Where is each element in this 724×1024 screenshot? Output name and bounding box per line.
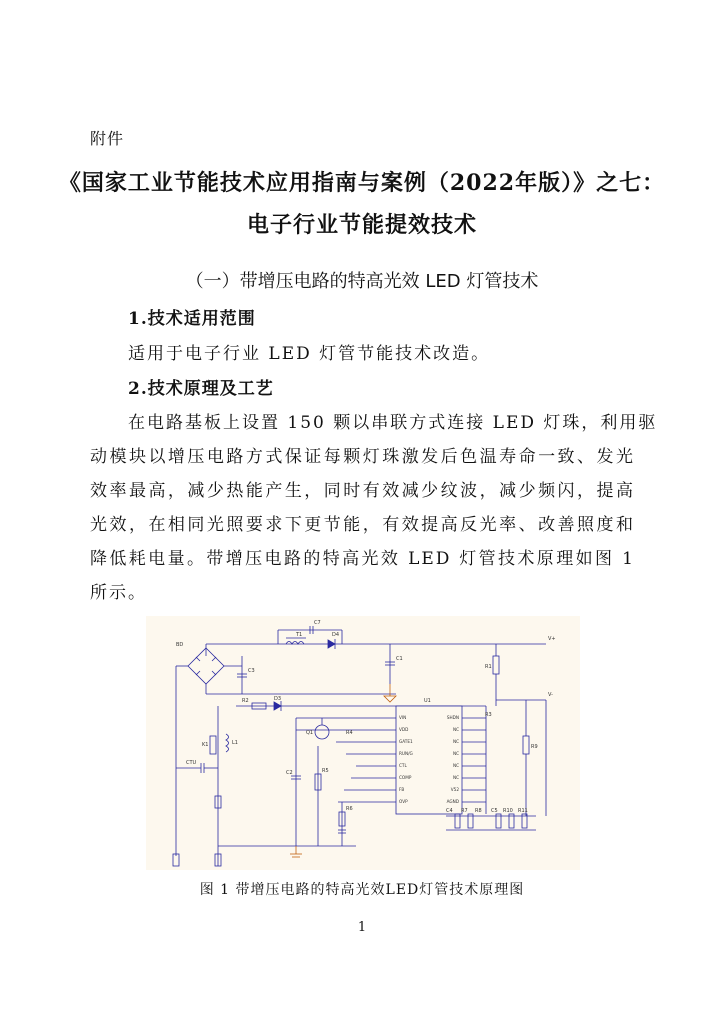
section-title: （一）带增压电路的特高光效 LED 灯管技术 bbox=[185, 271, 539, 292]
chip-pin-label: OVP bbox=[399, 799, 408, 804]
label-chip: U1 bbox=[424, 698, 431, 704]
chip-pin-label: GATE1 bbox=[399, 739, 413, 744]
annex-label: 附件 bbox=[90, 129, 125, 148]
label-vplus: V+ bbox=[548, 636, 556, 642]
label-r-side: R9 bbox=[531, 744, 538, 750]
label-r8: R8 bbox=[475, 808, 482, 814]
document-title-line2: 电子行业节能提效技术 bbox=[246, 212, 477, 238]
label-r2: R2 bbox=[242, 698, 249, 704]
label-r7: R7 bbox=[461, 808, 468, 814]
label-q1: Q1 bbox=[306, 730, 314, 736]
chip-pin-label: NC bbox=[452, 727, 459, 732]
paragraph-line: 效率最高，减少热能产生，同时有效减少纹波，减少频闪，提高 bbox=[90, 481, 635, 501]
chip-pin-label: NC bbox=[452, 775, 459, 780]
chip-pin-label: VIN bbox=[399, 715, 407, 720]
label-vout: V- bbox=[548, 692, 553, 698]
chip-pin-label: NC bbox=[452, 751, 459, 756]
paragraph-line: 动模块以增压电路方式保证每颗灯珠激发后色温寿命一致、发光 bbox=[90, 447, 635, 467]
chip-pin-label: FB bbox=[399, 787, 405, 792]
paragraph-line: 在电路基板上设置 150 颗以串联方式连接 LED 灯珠，利用驱 bbox=[128, 413, 658, 433]
figure-caption: 图 1 带增压电路的特高光效LED灯管技术原理图 bbox=[199, 882, 525, 898]
chip-pin-label: AGND bbox=[446, 799, 459, 804]
paragraph-line: 光效，在相同光照要求下更节能，有效提高反光率、改善照度和 bbox=[90, 515, 635, 535]
circuit-schematic-svg bbox=[146, 616, 580, 870]
label-cap-in: C3 bbox=[248, 668, 255, 674]
paragraph-principle bbox=[90, 406, 658, 610]
chip-pin-label: V52 bbox=[450, 787, 459, 792]
paragraph-applicable-scope: 适用于电子行业 LED 灯管节能技术改造。 bbox=[128, 344, 491, 364]
label-r-top: R1 bbox=[485, 664, 492, 670]
label-c4: C4 bbox=[446, 808, 453, 814]
page-number: 1 bbox=[357, 920, 367, 935]
label-r-mid: R3 bbox=[485, 712, 492, 718]
label-c5: C5 bbox=[491, 808, 498, 814]
chip-pin-label: NC bbox=[452, 739, 459, 744]
label-cap-out: C1 bbox=[396, 656, 403, 662]
label-r5: R5 bbox=[322, 768, 329, 774]
chip-pin-label: SHDN bbox=[446, 715, 459, 720]
document-title-line1: 《国家工业节能技术应用指南与案例（2022年版）》之七： bbox=[58, 170, 666, 196]
label-r6: R6 bbox=[346, 806, 353, 812]
label-r4: R4 bbox=[346, 730, 353, 736]
label-cap-top: C7 bbox=[314, 620, 321, 626]
heading-applicable-scope: 1.技术适用范围 bbox=[128, 309, 256, 329]
chip-pin-label: RUN/G bbox=[399, 751, 413, 756]
label-c2: C2 bbox=[286, 770, 293, 776]
circuit-diagram bbox=[146, 616, 580, 870]
label-l1: L1 bbox=[232, 740, 238, 746]
heading-principle: 2.技术原理及工艺 bbox=[128, 379, 274, 399]
label-r10: R10 bbox=[503, 808, 513, 814]
label-ctu: CTU bbox=[186, 760, 197, 766]
label-diode2: D3 bbox=[274, 696, 282, 702]
label-transformer: T1 bbox=[296, 632, 303, 638]
chip-pin-label: CTL bbox=[399, 763, 407, 768]
label-bridge: BD bbox=[176, 642, 184, 648]
label-diode: D4 bbox=[332, 632, 340, 638]
paragraph-line: 降低耗电量。带增压电路的特高光效 LED 灯管技术原理如图 1 bbox=[90, 549, 635, 569]
chip-pin-label: NC bbox=[452, 763, 459, 768]
label-k1: K1 bbox=[202, 742, 209, 748]
chip-pin-label: COMP bbox=[399, 775, 412, 780]
paragraph-line: 所示。 bbox=[90, 583, 147, 603]
chip-pin-label: VDD bbox=[399, 727, 409, 732]
label-r11: R11 bbox=[518, 808, 528, 814]
